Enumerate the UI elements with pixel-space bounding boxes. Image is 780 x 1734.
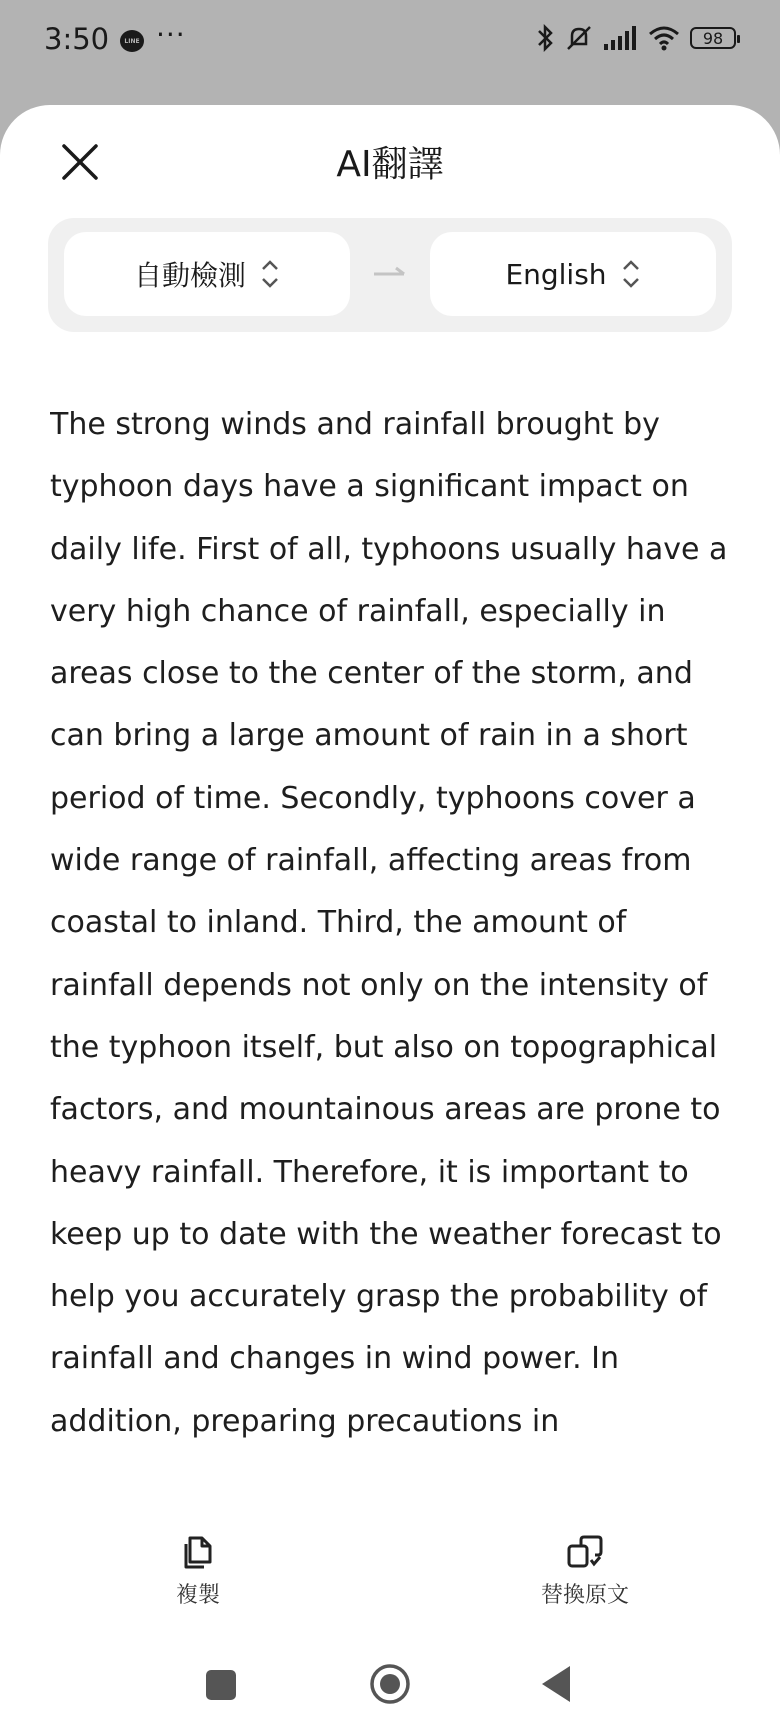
replace-original-button[interactable]	[520, 1532, 650, 1609]
copy-button[interactable]	[160, 1532, 236, 1609]
status-bar	[0, 0, 780, 90]
recent-apps-button[interactable]	[206, 1670, 236, 1700]
copy-label: 複製	[175, 1583, 220, 1608]
replace-label: 替換原文	[540, 1583, 629, 1608]
mute-bell-icon	[564, 24, 594, 52]
target-language-button[interactable]	[430, 232, 716, 316]
bluetooth-icon	[536, 24, 554, 52]
translated-text: The strong winds and rainfall brought by typhoon days have a significant impact on daily life. First of all, typhoons usually have a very high chance of rainfall, especially in areas close to the center of the storm, and can bring a large amount of rain in a short period of time. Secondly, typhoons cover a wide range of rainfall, affecting areas from coastal to inland. Third, the amount of rainfall depends not only on the intensity of the typhoon itself, but also on topographical factors, and mountainous areas are prone to heavy rainfall. Therefore, it is important to keep up to date with the weather forecast to help you accurately grasp the probability of rainfall and changes in wind power. In addition, preparing precautions in	[50, 407, 728, 1439]
signal-icon	[604, 26, 638, 50]
arrow-right-icon	[372, 258, 408, 288]
copy-icon	[178, 1532, 218, 1572]
home-button[interactable]	[368, 1662, 412, 1706]
overflow-dots: ···	[156, 18, 186, 51]
line-app-icon: LINE	[120, 30, 144, 52]
status-time: 3:50	[44, 22, 110, 56]
wifi-icon	[648, 25, 680, 51]
battery-indicator: 98	[690, 27, 736, 49]
source-language-button[interactable]	[64, 232, 350, 316]
language-selector-bar	[48, 218, 732, 332]
up-down-chevron-icon	[260, 257, 280, 291]
page-title: AI翻譯	[336, 144, 444, 185]
replace-icon	[565, 1532, 605, 1572]
navigation-bar	[0, 1640, 780, 1734]
target-language-label: English	[505, 257, 607, 291]
status-icons	[536, 24, 736, 52]
back-button[interactable]	[540, 1664, 572, 1704]
source-language-label: 自動檢測	[133, 259, 246, 292]
up-down-chevron-icon	[621, 257, 641, 291]
